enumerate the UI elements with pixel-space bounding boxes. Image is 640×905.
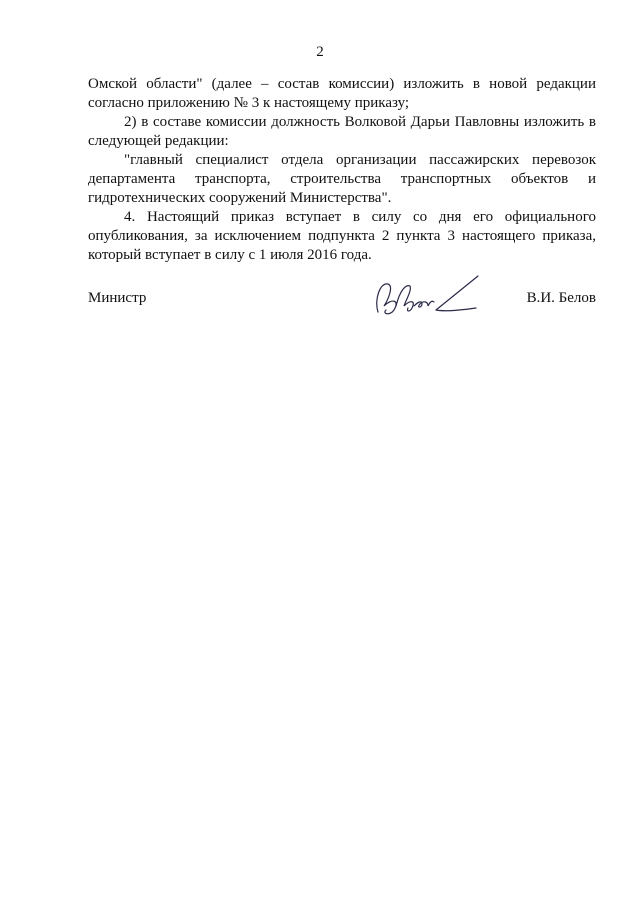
paragraph-quoted-position: "главный специалист отдела организации пассажирских перевозок департамента транспорта, строительства транспортных объектов и гидротехнических сооружений Министерства".: [88, 152, 596, 206]
paragraph-item-4: 4. Настоящий приказ вступает в силу со дня его официального опубликования, за исключением подпункта 2 пункта 3 настоящего приказа, который вступает в силу с 1 июля 2016 года.: [88, 209, 596, 263]
paragraph-item-2: 2) в составе комиссии должность Волковой Дарьи Павловны изложить в следующей редакции:: [88, 114, 596, 149]
signer-role: Министр: [88, 290, 147, 306]
signature-row: [88, 290, 596, 330]
paragraph-continuation: Омской области" (далее – состав комиссии) изложить в новой редакции согласно приложению № 3 к настоящему приказу;: [88, 76, 596, 111]
page-number: 2: [316, 44, 324, 60]
document-body: [88, 75, 596, 265]
signature-icon: [366, 270, 496, 325]
signer-name: В.И. Белов: [526, 290, 596, 306]
